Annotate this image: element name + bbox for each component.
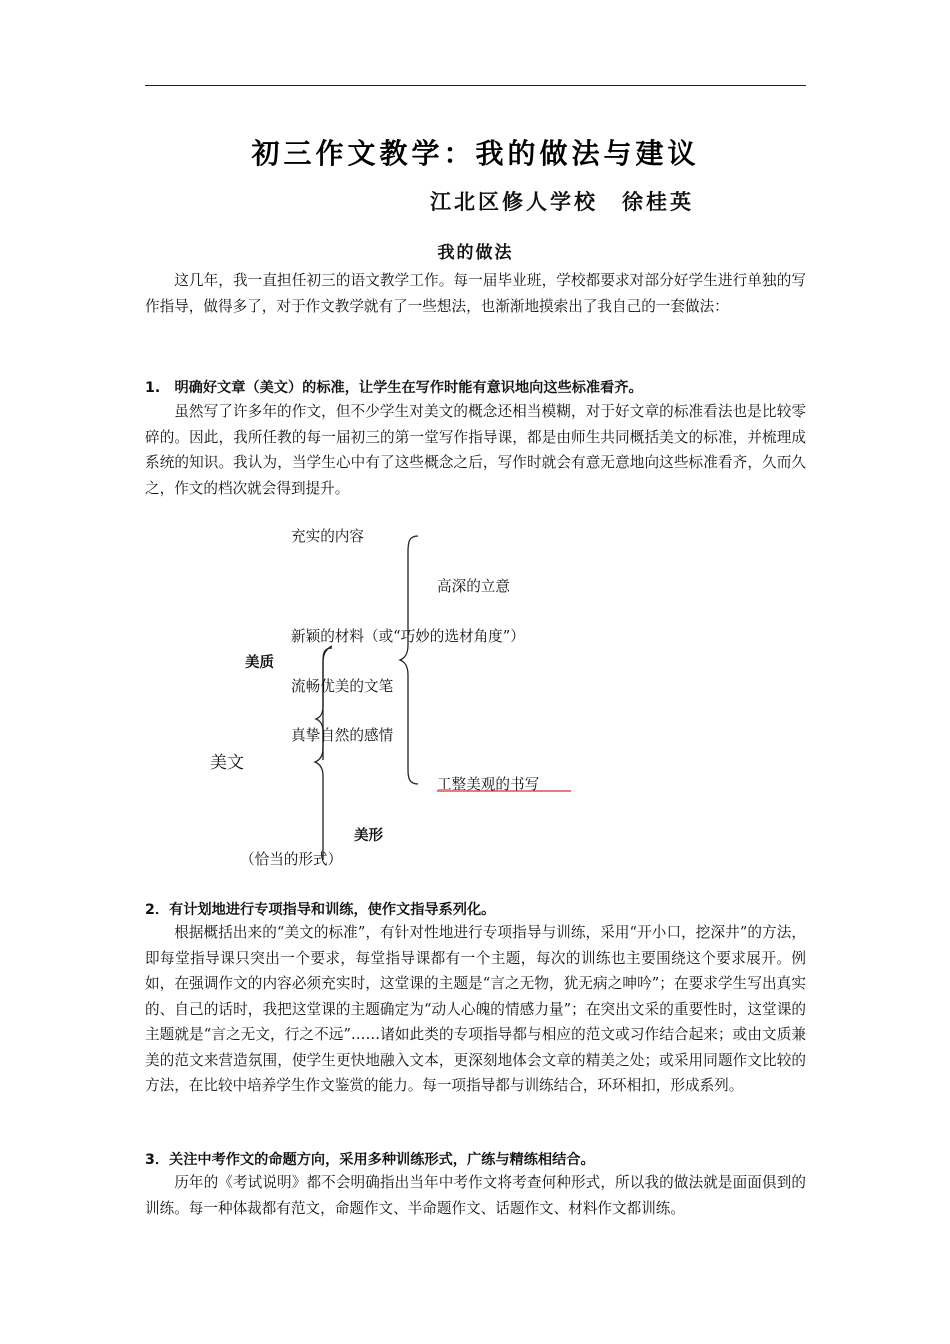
diagram-form-note: （恰当的形式） [240,851,343,868]
section-1-heading: 1. 明确好文章（美文）的标准，让学生在写作时能有意识地向这些标准看齐。 [145,380,643,396]
diagram-item-material: 新颖的材料（或“巧妙的选材角度”） [291,628,525,645]
diagram-item-emotion: 真挚自然的感情 [291,727,394,744]
diagram-item-theme: 高深的立意 [437,578,510,595]
section-2-body: 根据概括出来的“美文的标准”，有针对性地进行专项指导与训练，采用“开小口，挖深井”的方法，即每堂指导课只突出一个要求，每堂指导课都有一个主题，每次的训练也主要围绕这个要求展开。例如，在强调作文的内容必须充实时，这堂课的主题是“言之无物，犹无病之呻吟”；在要求学生写出真实的、自己的话时，我把这堂课的主题确定为“动人心魄的情感力量”；在突出文采的重要性时，这堂课的主题就是“言之无文，行之不远”……诸如此类的专项指导都与相应的范文或习作结合起来；或由文质兼美的范文来营造氛围，使学生更快地融入文本，更深刻地体会文章的精美之处；或采用同题作文比较的方法，在比较中培养学生作文鉴赏的能力。每一项指导都与训练结合，环环相扣，形成系列。 [145,924,806,1094]
diagram-item-content: 充实的内容 [291,528,364,545]
section-3-body: 历年的《考试说明》都不会明确指出当年中考作文将考查何种形式，所以我的做法就是面面俱到的训练。每一种体裁都有范文，命题作文、半命题作文、话题作文、材料作文都训练。 [145,1174,806,1217]
diagram-root-label: 美文 [210,753,244,773]
section-3-heading: 3．关注中考作文的命题方向，采用多种训练形式，广练与精练相结合。 [145,1152,595,1168]
section-2-heading: 2．有计划地进行专项指导和训练，使作文指导系列化。 [145,902,496,918]
section-subhead: 我的做法 [437,243,514,263]
inner-brace-large [400,536,418,784]
diagram-form-label: 美形 [354,828,383,844]
intro-paragraph: 这几年，我一直担任初三的语文教学工作。每一届毕业班，学校都要求对部分好学生进行单独的写作指导，做得多了，对于作文教学就有了一些想法，也渐渐地摸索出了我自己的一套做法： [145,272,806,315]
diagram-quality-label: 美质 [245,655,274,671]
section-1-body: 虽然写了许多年的作文，但不少学生对美文的概念还相当模糊，对于好文章的标准看法也是比较零碎的。因此，我所任教的每一届初三的第一堂写作指导课，都是由师生共同概括美文的标准，并梳理成系统的知识。我认为，当学生心中有了这些概念之后，写作时就会有意无意地向这些标准看齐，久而久之，作文的档次就会得到提升。 [145,403,806,497]
diagram-item-handwriting: 工整美观的书写 [437,776,540,793]
page-title: 初三作文教学：我的做法与建议 [251,137,700,170]
diagram-item-writing: 流畅优美的文笔 [291,678,394,695]
author-line: 江北区修人学校 徐桂英 [430,190,694,214]
